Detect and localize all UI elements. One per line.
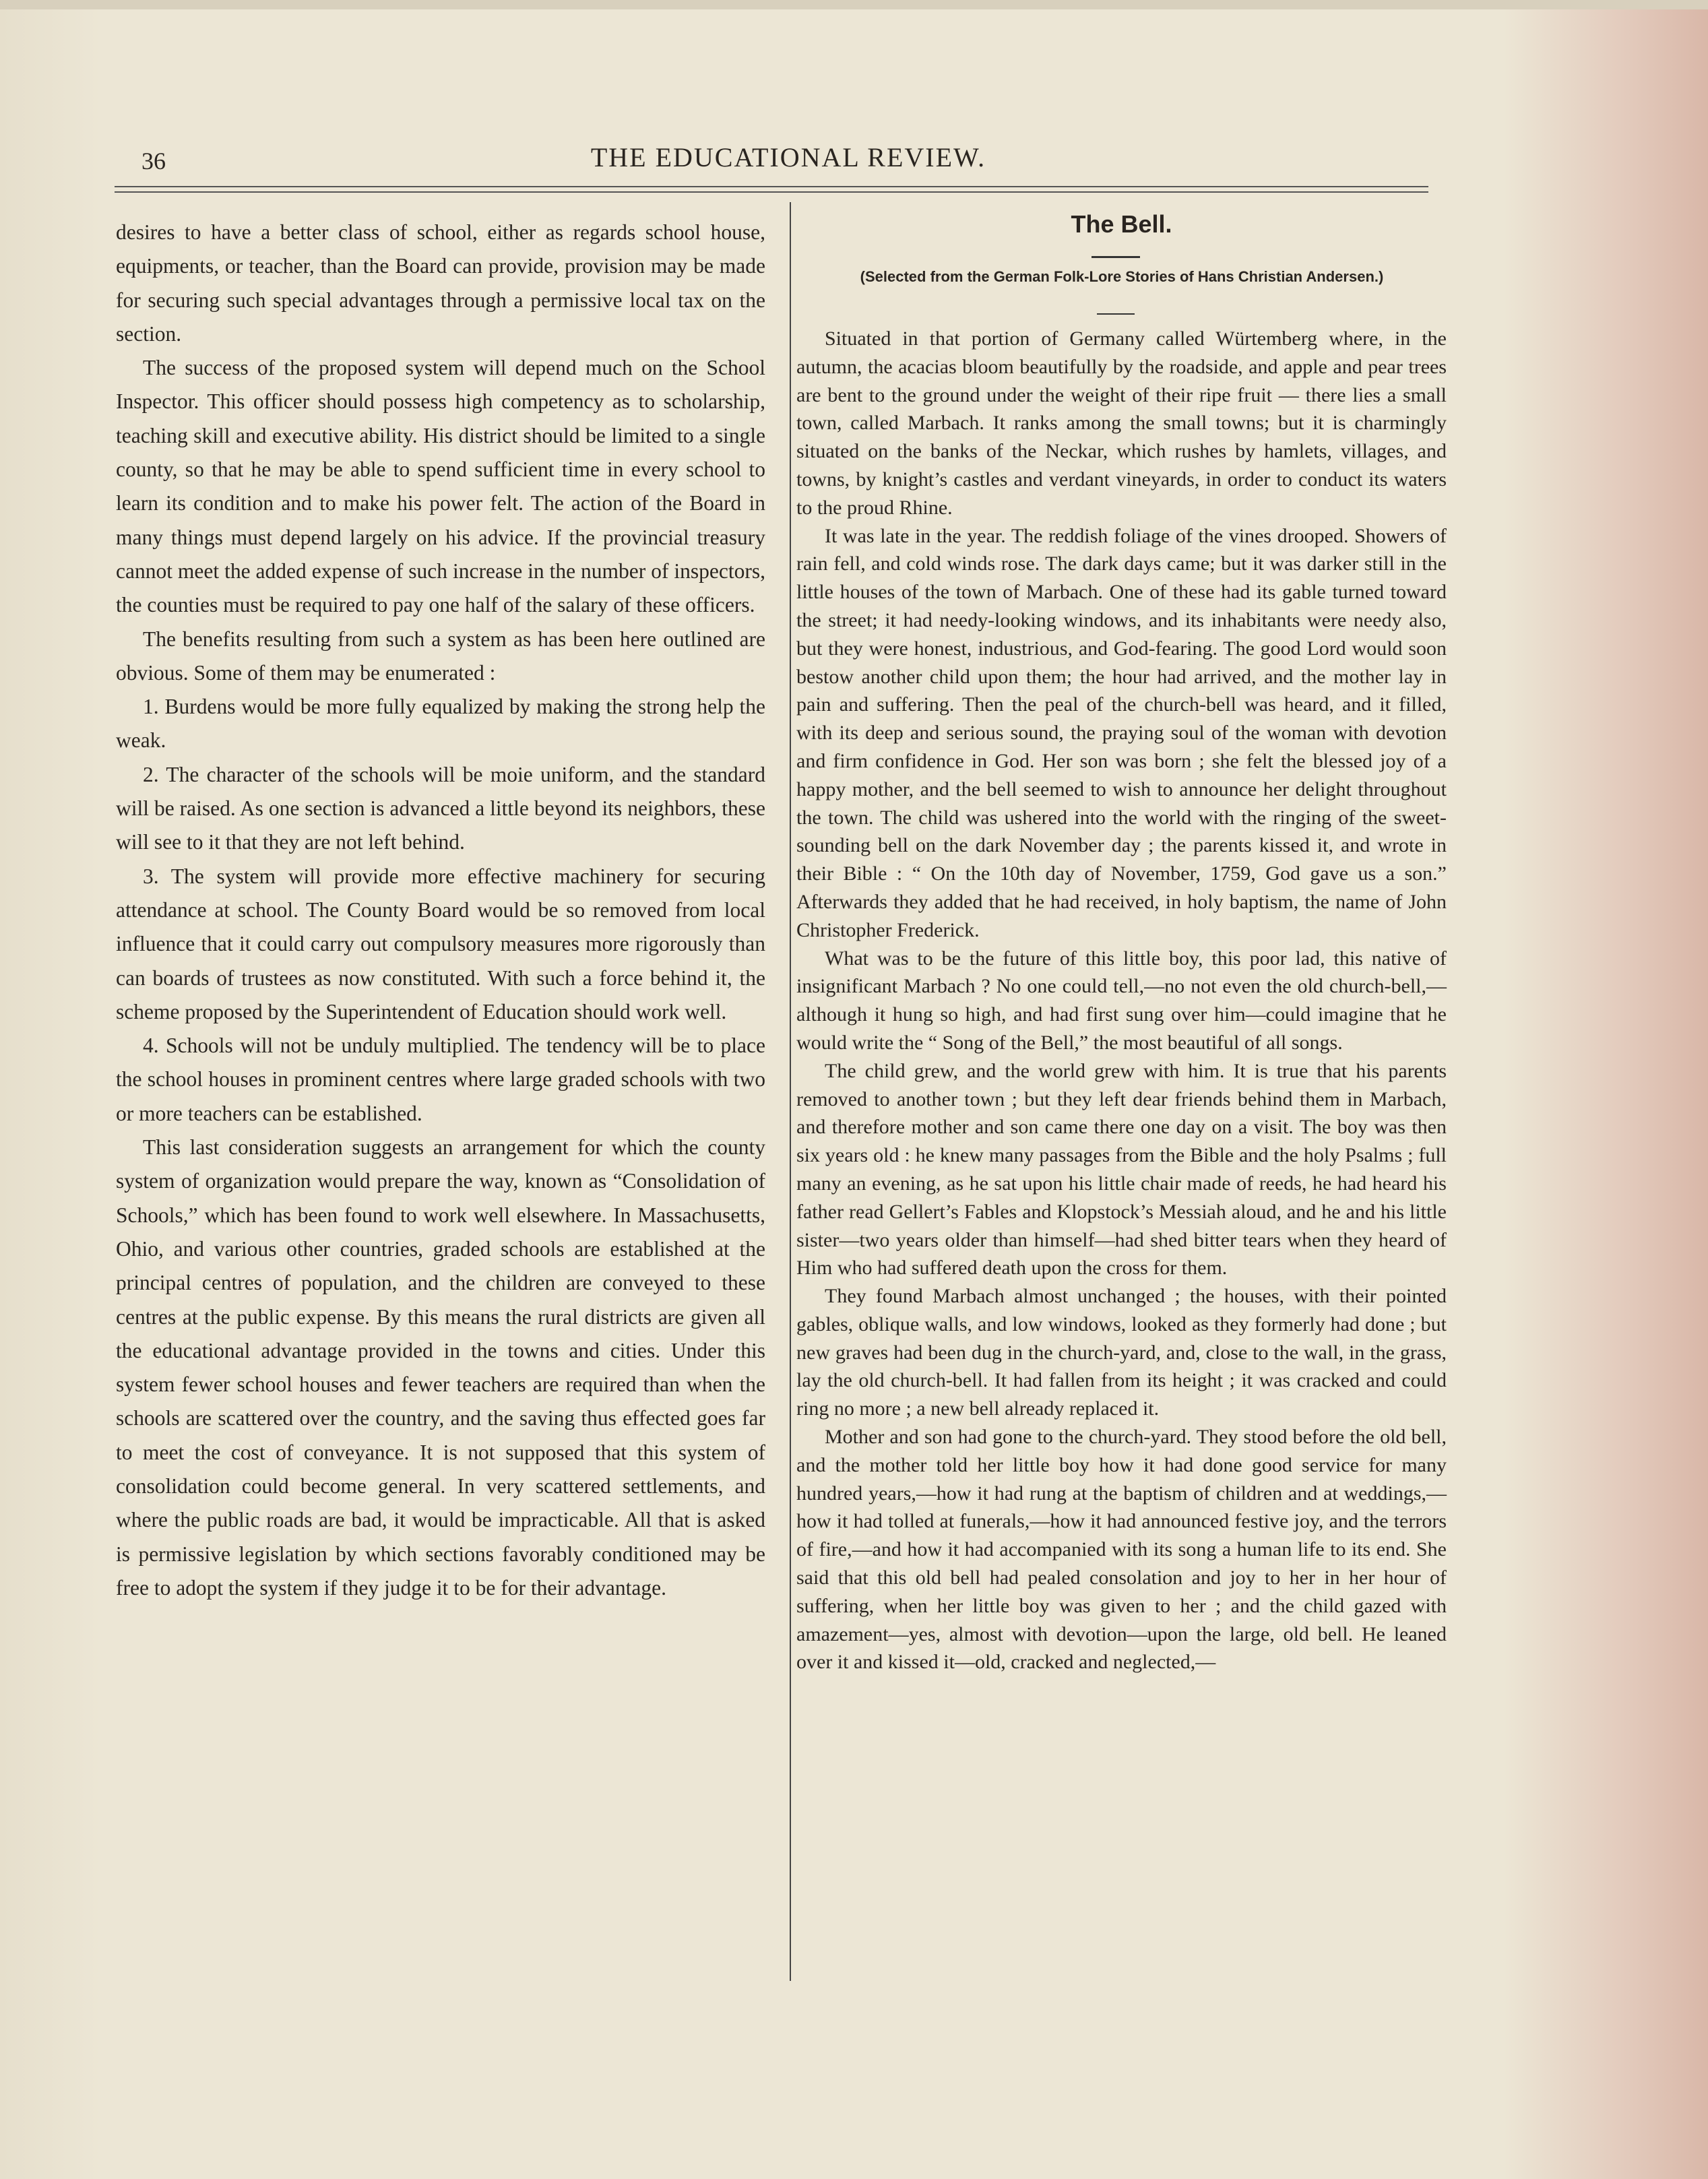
header-rule-top xyxy=(115,186,1428,187)
right-paragraph: The child grew, and the world grew with him. It is true that his parents removed to another town ; but they left dear friends behind them in Marbach, and therefore mother and son came there one day on a visit. The boy was then six years old : he knew many passages from the Bible and the holy Psalms ; full many an evening, as he sat upon his little chair made of reeds, he had heard his father read Gellert’s Fables and Klopstock’s Messiah aloud, and he and his little sister—two years older than himself—had shed bitter tears when they heard of Him who had suffered death upon the cross for them. xyxy=(796,1059,1447,1280)
left-list-item: 2. The character of the schools will be moie uniform, and the standard will be raised. As one section is advanced a little beyond its neighbors, these will see to it that they are not left behind. xyxy=(116,762,765,854)
right-paragraph: Mother and son had gone to the church-yard. They stood before the old bell, and the mother told her little boy how it had done good service for many hundred years,—how it had rung at the baptism of children and at weddings,—how it had tolled at funerals,—how it had announced festive joy, and the terrors of fire,—and how it had accompanied with its song a human life to its end. She said that this old bell had pealed consolation and joy to her in her hour of suffering, when her little boy was given to her ; and the child gazed with amazement—yes, almost with devotion—upon the large, old bell. He leaned over it and kissed it—old, cracked and neglected,— xyxy=(796,1426,1447,1674)
article-subtitle: (Selected from the German Folk-Lore Stories of Hans Christian Andersen.) xyxy=(860,268,1384,285)
right-paragraph: They found Marbach almost unchanged ; the houses, with their pointed gables, oblique walls, and low windows, looked as they formerly had done ; but new graves had been dug in the church-yard, and, close to the wall, in the grass, lay the old church-bell. It had fallen from its height ; it was cracked and could ring no more ; a new bell already replaced it. xyxy=(796,1285,1447,1420)
right-paragraph: It was late in the year. The reddish foliage of the vines drooped. Showers of rain fell, and cold winds rose. The dark days came; but it was darker still in the little houses of the town of Marbach. One of these had its gable turned toward the street; it had needy-looking windows, and its inhabitants were needy also, but they were honest, industrious, and God-fearing. The good Lord would soon bestow another child upon them; the hour had arrived, and the mother lay in pain and suffering. Then the peal of the church-bell was heard, and it filled, with its deep and serious sound, the praying soul of the woman with devotion and firm confidence in God. Her son was born ; she felt the blessed joy of a happy mother, and the bell seemed to wish to announce her delight throughout the town. The child was ushered into the world with the ringing of the sweet-sounding bell on the dark November day ; the parents kissed it, and wrote in their Bible : “ On the 10th day of November, 1759, God gave us a son.” Afterwards they added that he had received, in holy baptism, the name of John Christopher Frederick. xyxy=(796,524,1447,941)
left-paragraph: The success of the proposed system will depend much on the School Inspector. This officer should possess high competency as to scholarship, teaching skill and executive ability. His district should be limited to a single county, so that he may be able to spend sufficient time in every school to learn its condition and to make his power felt. The action of the Board in many things must depend largely on his advice. If the provincial treasury cannot meet the added expense of such increase in the number of inspectors, the counties must be required to pay one half of the salary of these officers. xyxy=(116,356,765,617)
left-list-item: 3. The system will provide more effective machinery for securing attendance at school. The County Board would be so removed from local influence that it could carry out compulsory measures more rigorously than can boards of trustees as now constituted. With such a force behind it, the scheme proposed by the Superintendent of Education should work well. xyxy=(116,864,765,1023)
header-rule-bottom xyxy=(115,191,1428,193)
left-list-item: 1. Burdens would be more fully equalized by making the strong help the weak. xyxy=(116,695,765,753)
right-paragraph: What was to be the future of this little boy, this poor lad, this native of insignificant Marbach ? No one could tell,—no not even the old church-bell,—although it hung so high, and had first sung over him—could imagine that he would write the “ Song of the Bell,” the most beautiful of all songs. xyxy=(796,947,1447,1054)
left-list-item: 4. Schools will not be unduly multiplied. The tendency will be to place the school houses in prominent centres where large graded schools with two or more teachers can be established. xyxy=(116,1034,765,1125)
article-title: The Bell. xyxy=(1071,210,1172,238)
right-column xyxy=(796,325,1447,1676)
left-paragraph: The benefits resulting from such a system as has been here outlined are obvious. Some of them may be enumerated : xyxy=(116,627,765,685)
page-header xyxy=(141,141,1435,182)
left-paragraph: This last consideration suggests an arrangement for which the county system of organization would prepare the way, known as “Consolidation of Schools,” which has been found to work well elsewhere. In Massachusetts, Ohio, and various other countries, graded schools are established at the principal centres of population, and the children are conveyed to these centres at the public expense. By this means the rural districts are given all the educational advantage provided in the towns and cities. Under this system fewer school houses and fewer teachers are required than when the schools are scattered over the country, and the saving thus effected goes far to meet the cost of conveyance. It is not supposed that this system of consolidation could become general. In very scattered settlements, and where the public roads are bad, it would be impracticable. All that is asked is permissive legislation by which sections favorably conditioned may be free to adopt the system if they judge it to be for their advantage. xyxy=(116,1135,765,1600)
title-rule xyxy=(1092,256,1140,258)
left-paragraph: desires to have a better class of school, either as regards school house, equipments, or teacher, than the Board can provide, provision may be made for securing such special advantages through a permissive local tax on the section. xyxy=(116,220,765,346)
page-number: 36 xyxy=(141,148,166,175)
subtitle-rule xyxy=(1097,313,1135,315)
right-paragraph: Situated in that portion of Germany called Würtemberg where, in the autumn, the acacias bloom beautifully by the roadside, and apple and pear trees are bent to the ground under the weight of their ripe fruit — there lies a small town, called Marbach. It ranks among the small towns; but it is charmingly situated on the banks of the Neckar, which rushes by hamlets, villages, and towns, by knight’s castles and verdant vineyards, in order to conduct its waters to the proud Rhine. xyxy=(796,327,1447,519)
journal-title: THE EDUCATIONAL REVIEW. xyxy=(590,142,986,172)
left-column xyxy=(116,216,765,1605)
column-divider xyxy=(790,202,791,1981)
page-top-edge xyxy=(0,0,1708,9)
